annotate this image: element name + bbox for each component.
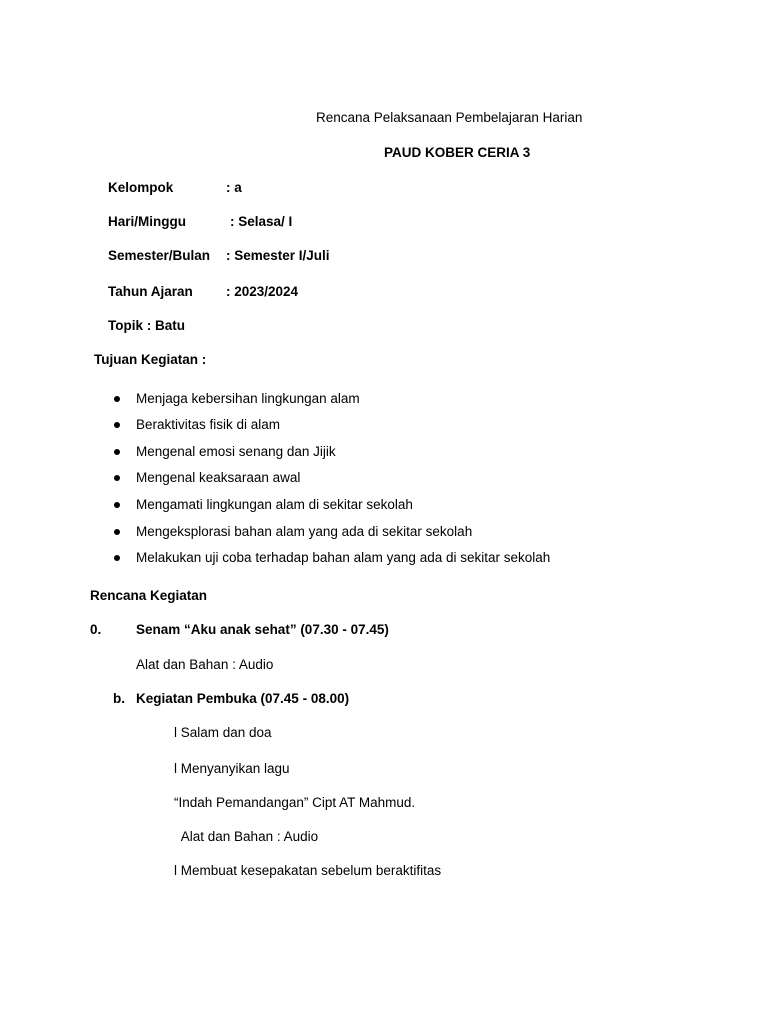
section-a-title: Senam “Aku anak sehat” (07.30 - 07.45) <box>136 622 389 637</box>
list-item: Menjaga kebersihan lingkungan alam <box>136 391 360 406</box>
bullet-dot <box>114 529 120 535</box>
section-b-line: l Menyanyikan lagu <box>174 761 290 776</box>
section-b-line: Alat dan Bahan : Audio <box>174 829 319 844</box>
section-b-line: l Membuat kesepakatan sebelum beraktifitas <box>174 863 442 878</box>
bullet-dot <box>114 555 120 561</box>
info-value-hari: : Selasa/ I <box>230 214 293 229</box>
section-b-line: “Indah Pemandangan” Cipt AT Mahmud. <box>174 795 416 810</box>
list-item: Melakukan uji coba terhadap bahan alam yang ada di sekitar sekolah <box>136 550 551 565</box>
topic: Topik : Batu <box>108 318 185 333</box>
bullet-dot <box>114 449 120 455</box>
document-title: Rencana Pelaksanaan Pembelajaran Harian <box>316 110 583 125</box>
plan-heading: Rencana Kegiatan <box>90 588 208 603</box>
info-label-hari: Hari/Minggu <box>108 214 186 229</box>
section-b-title: Kegiatan Pembuka (07.45 - 08.00) <box>136 691 350 706</box>
info-value-semester: : Semester I/Juli <box>226 248 330 263</box>
section-b-line: l Salam dan doa <box>174 725 272 740</box>
list-item: Mengenal keaksaraan awal <box>136 470 301 485</box>
info-label-kelompok: Kelompok <box>108 180 174 195</box>
bullet-dot <box>114 422 120 428</box>
goals-heading: Tujuan Kegiatan : <box>94 352 207 367</box>
bullet-dot <box>114 502 120 508</box>
section-a-marker: 0. <box>90 622 102 637</box>
school-name: PAUD KOBER CERIA 3 <box>384 145 531 160</box>
list-item: Beraktivitas fisik di alam <box>136 417 281 432</box>
list-item: Mengenal emosi senang dan Jijik <box>136 444 336 459</box>
bullet-dot <box>114 396 120 402</box>
section-b-marker: b. <box>113 691 125 706</box>
bullet-dot <box>114 475 120 481</box>
info-label-semester: Semester/Bulan <box>108 248 211 263</box>
info-value-tahun: : 2023/2024 <box>226 284 299 299</box>
list-item: Mengeksplorasi bahan alam yang ada di sekitar sekolah <box>136 524 473 539</box>
info-label-tahun: Tahun Ajaran <box>108 284 193 299</box>
info-value-kelompok: : a <box>226 180 242 195</box>
section-a-materials: Alat dan Bahan : Audio <box>136 657 274 672</box>
list-item: Mengamati lingkungan alam di sekitar sekolah <box>136 497 413 512</box>
